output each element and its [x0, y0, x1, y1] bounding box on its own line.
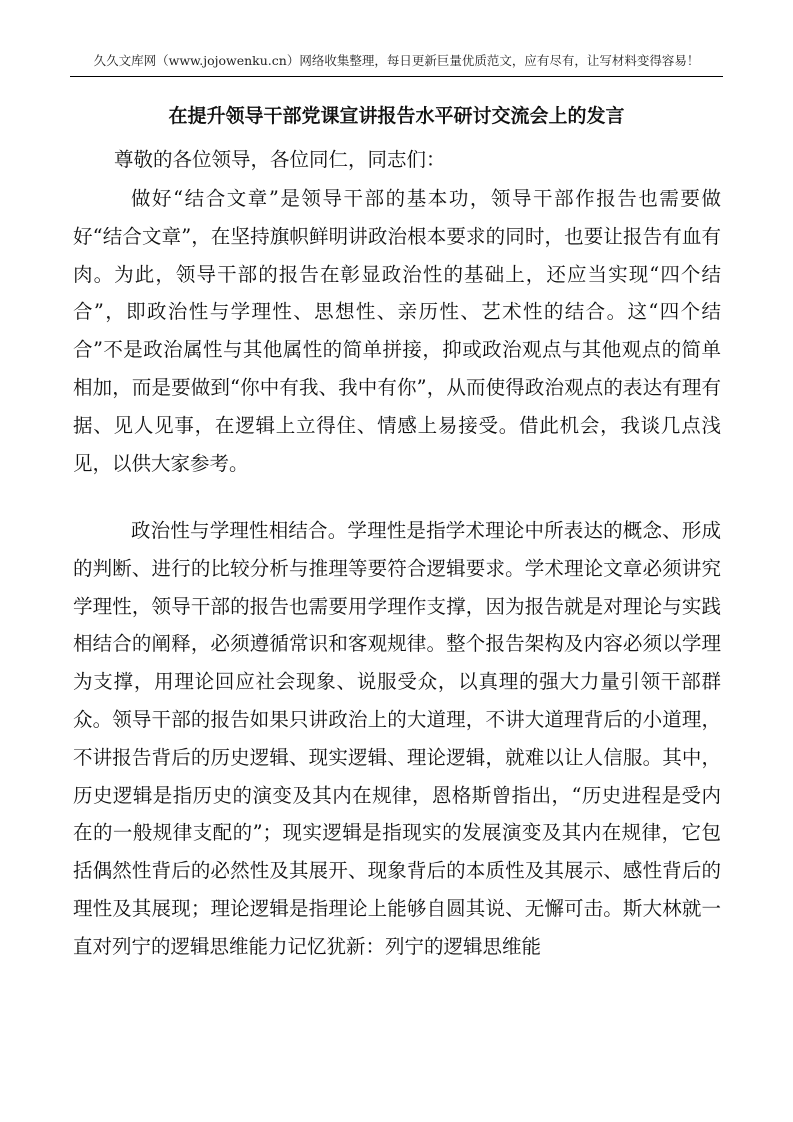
header-text: 久久文库网（www.jojowenku.cn）网络收集整理，每日更新巨量优质范文，应有尽有，让写材料变得容易！: [93, 53, 700, 68]
document-title: 在提升领导干部党课宣讲报告水平研讨交流会上的发言: [168, 105, 625, 127]
body-paragraph: 做好“结合文章”是领导干部的基本功，领导干部作报告也需要做好“结合文章”，在坚持旗帜鲜明讲政治根本要求的同时，也要让报告有血有肉。为此，领导干部的报告在彰显政治性的基础上，还应当实现“四个结合”，即政治性与学理性、思想性、亲历性、艺术性的结合。这“四个结合”不是政治属性与其他属性的简单拼接，抑或政治观点与其他观点的简单相加，而是要做到“你中有我、我中有你”，从而使得政治观点的表达有理有据、见人见事，在逻辑上立得住、情感上易接受。借此机会，我谈几点浅见，以供大家参考。: [73, 187, 721, 475]
page-header: [70, 52, 723, 77]
salutation: 尊敬的各位领导，各位同仁，同志们：: [114, 148, 446, 171]
body-paragraph: 政治性与学理性相结合。学理性是指学术理论中所表达的概念、形成的判断、进行的比较分析与推理等要符合逻辑要求。学术理论文章必须讲究学理性，领导干部的报告也需要用学理作支撑，因为报告就是对理论与实践相结合的阐释，必须遵循常识和客观规律。整个报告架构及内容必须以学理为支撑，用理论回应社会现象、说服受众，以真理的强大力量引领干部群众。领导干部的报告如果只讲政治上的大道理，不讲大道理背后的小道理，不讲报告背后的历史逻辑、现实逻辑、理论逻辑，就难以让人信服。其中，历史逻辑是指历史的演变及其内在规律，恩格斯曾指出，“历史进程是受内在的一般规律支配的”；现实逻辑是指现实的发展演变及其内在规律，它包括偶然性背后的必然性及其展开、现象背后的本质性及其展示、感性背后的理性及其展现；理论逻辑是指理论上能够自圆其说、无懈可击。斯大林就一直对列宁的逻辑思维能力记忆犹新：列宁的逻辑思维能: [73, 519, 721, 958]
